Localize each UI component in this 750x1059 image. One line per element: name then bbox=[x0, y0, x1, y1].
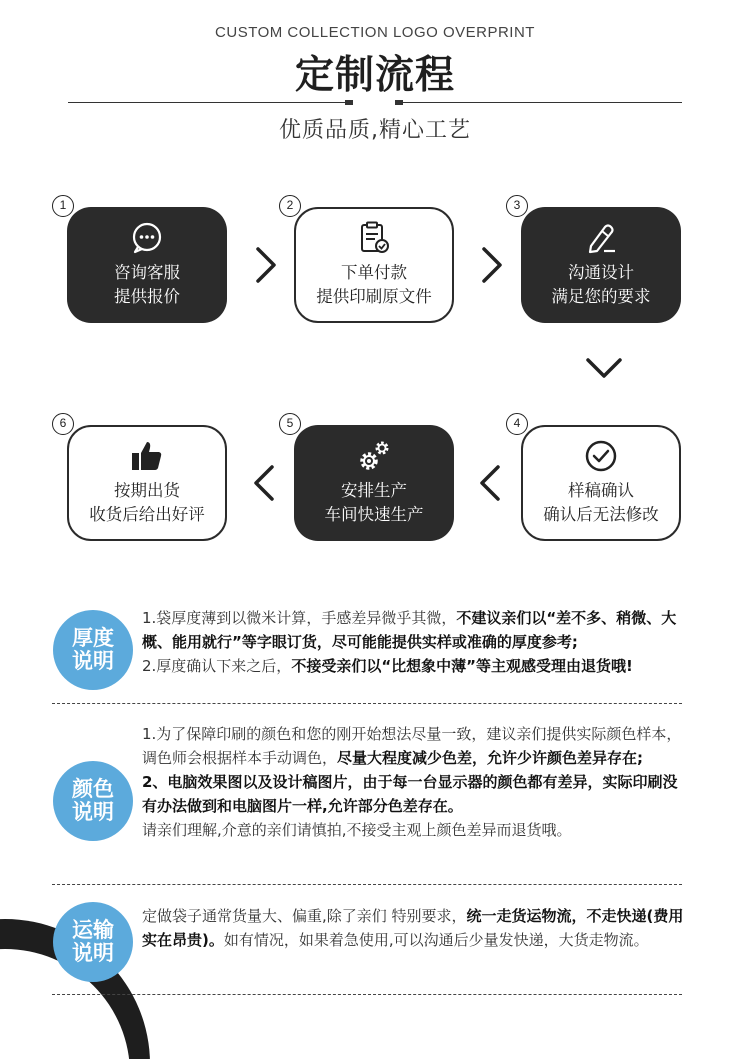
tagline: 优质品质,精心工艺 bbox=[279, 118, 471, 143]
step-number-6: 6 bbox=[52, 413, 74, 435]
divider bbox=[52, 884, 682, 885]
step-1-line1: 咨询客服 bbox=[114, 263, 180, 282]
step-5-line2: 车间快速生产 bbox=[324, 505, 424, 524]
pen-icon bbox=[584, 221, 618, 255]
step-3-card bbox=[521, 207, 681, 323]
step-2-line2: 提供印刷原文件 bbox=[316, 287, 432, 306]
check-circle-icon bbox=[584, 439, 618, 473]
chevron-left-icon bbox=[476, 463, 506, 503]
step-number-2: 2 bbox=[279, 195, 301, 217]
color-note bbox=[142, 722, 692, 842]
color-badge-line2: 说明 bbox=[72, 800, 114, 824]
color-badge bbox=[53, 761, 133, 841]
thickness-p1-bold: 不建议亲们以“差不多、稍微、大概、能用就行”等字眼订货，尽可能能提供实样或准确的厚度参考; bbox=[142, 609, 677, 651]
step-number-3: 3 bbox=[506, 195, 528, 217]
step-4-card bbox=[521, 425, 681, 541]
step-1-card bbox=[67, 207, 227, 323]
shipping-badge-line2: 说明 bbox=[72, 941, 114, 965]
chat-bubble-icon bbox=[130, 221, 164, 255]
thickness-badge-line1: 厚度 bbox=[72, 626, 114, 650]
title-divider-dot-left bbox=[345, 100, 353, 105]
chevron-down-icon bbox=[584, 352, 624, 382]
step-6-card bbox=[67, 425, 227, 541]
divider bbox=[52, 994, 682, 995]
shipping-badge-line1: 运输 bbox=[72, 918, 114, 942]
color-p2-bold-b: 由于每一台显示器的颜色都有差异，实际印刷没有办法做到和电脑图片一样,允许部分色差存在。 bbox=[142, 773, 678, 815]
step-5-line1: 安排生产 bbox=[341, 481, 407, 500]
step-3-line1: 沟通设计 bbox=[568, 263, 634, 282]
step-number-1: 1 bbox=[52, 195, 74, 217]
thickness-p2-bold: 不接受亲们以“比想象中薄”等主观感受理由退货哦! bbox=[291, 657, 633, 675]
divider bbox=[52, 703, 682, 704]
step-4-line1: 样稿确认 bbox=[568, 481, 634, 500]
shipping-p1-normal: 定做袋子通常货量大、偏重,除了亲们 特别要求， bbox=[142, 907, 467, 925]
english-subtitle: CUSTOM COLLECTION LOGO OVERPRINT bbox=[215, 24, 535, 41]
clipboard-check-icon bbox=[357, 221, 391, 255]
thickness-note bbox=[142, 606, 702, 678]
chevron-right-icon bbox=[476, 245, 506, 285]
page-title: 定制流程 bbox=[294, 53, 455, 98]
color-badge-line1: 颜色 bbox=[72, 777, 114, 801]
step-3-line2: 满足您的要求 bbox=[551, 287, 651, 306]
color-p3-normal: 请亲们理解,介意的亲们请慎拍,不接受主观上颜色差异而退货哦。 bbox=[142, 821, 572, 839]
color-p1-bold: 尽量大程度减少色差，允许少许颜色差异存在; bbox=[337, 749, 644, 767]
step-number-4: 4 bbox=[506, 413, 528, 435]
title-divider-dot-right bbox=[395, 100, 403, 105]
step-2-line1: 下单付款 bbox=[341, 263, 407, 282]
thumbs-up-icon bbox=[130, 439, 164, 473]
thickness-p2-normal: 2.厚度确认下来之后， bbox=[142, 657, 292, 675]
step-2-card bbox=[294, 207, 454, 323]
shipping-p1-tail: 如有情况，如果着急使用,可以沟通后少量发快递，大货走物流。 bbox=[223, 931, 649, 949]
color-p1-normal: 1.为了保障印刷的颜色和您的刚开始想法尽量一致，建议亲们提供实际颜色样本，调色师会根据样本手动调色， bbox=[142, 725, 682, 767]
thickness-badge-line2: 说明 bbox=[72, 649, 114, 673]
step-1-line2: 提供报价 bbox=[114, 287, 180, 306]
step-number-5: 5 bbox=[279, 413, 301, 435]
step-4-line2: 确认后无法修改 bbox=[543, 505, 659, 524]
gears-icon bbox=[357, 439, 391, 473]
step-6-line1: 按期出货 bbox=[114, 481, 180, 500]
step-5-card bbox=[294, 425, 454, 541]
color-p2-bold-a: 2、电脑效果图以及设计稿图片， bbox=[142, 773, 363, 791]
thickness-p1-normal: 1.袋厚度薄到以微米计算，手感差异微乎其微， bbox=[142, 609, 457, 627]
step-6-line2: 收货后给出好评 bbox=[89, 505, 205, 524]
shipping-p1-bold: 统一走货运物流，不走快递(费用实在昂贵)。 bbox=[142, 907, 684, 949]
chevron-left-icon bbox=[250, 463, 280, 503]
shipping-note bbox=[142, 904, 692, 952]
thickness-badge bbox=[53, 610, 133, 690]
chevron-right-icon bbox=[250, 245, 280, 285]
shipping-badge bbox=[53, 902, 133, 982]
